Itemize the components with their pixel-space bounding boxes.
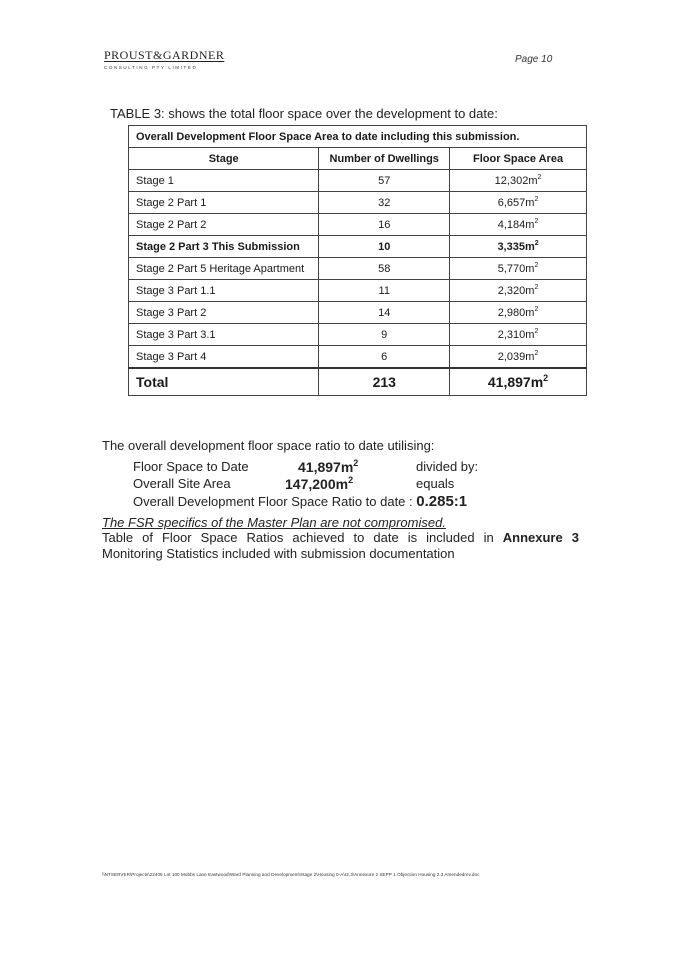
cell-area: $3,335m^2$ <box>450 236 587 258</box>
total-label: Total <box>129 368 319 396</box>
floor-space-table <box>128 125 587 396</box>
table-caption-text: shows the total floor space over the development to date: <box>164 106 498 121</box>
table-row <box>129 258 587 280</box>
cell-dwellings: 32 <box>319 192 450 214</box>
cell-area: $2,320m^2$ <box>450 280 587 302</box>
cell-area: $5,770m^2$ <box>450 258 587 280</box>
ratio-result-value: 0.285:1 <box>416 493 468 510</box>
floor-space-label: Floor Space to Date <box>133 459 249 474</box>
cell-dwellings: 58 <box>319 258 450 280</box>
page-number: Page 10 <box>515 54 553 65</box>
table-total-row <box>129 368 587 396</box>
cell-dwellings: 10 <box>319 236 450 258</box>
col-header-dwellings: Number of Dwellings <box>319 148 450 170</box>
table-row <box>129 346 587 369</box>
cell-dwellings: 6 <box>319 346 450 369</box>
table-row <box>129 236 587 258</box>
cell-area: $4,184m^2$ <box>450 214 587 236</box>
total-area: $41,897m^2$ <box>450 368 587 396</box>
ratio-result-label: Overall Development Floor Space Ratio to date : <box>133 494 417 509</box>
cell-dwellings: 11 <box>319 280 450 302</box>
company-logo <box>104 48 224 70</box>
cell-area: $6,657m^2$ <box>450 192 587 214</box>
cell-stage: Stage 2 Part 1 <box>129 192 319 214</box>
cell-stage: Stage 3 Part 2 <box>129 302 319 324</box>
table-caption-label: TABLE 3: <box>110 106 165 121</box>
cell-stage: Stage 2 Part 3 This Submission <box>129 236 319 258</box>
cell-dwellings: 57 <box>319 170 450 192</box>
floor-space-value: $41,897m^2$ <box>298 458 359 475</box>
table-row <box>129 302 587 324</box>
site-area-value: $147,200m^2$ <box>285 475 354 492</box>
col-header-area: Floor Space Area <box>450 148 587 170</box>
table-row <box>129 214 587 236</box>
table-row <box>129 280 587 302</box>
cell-stage: Stage 3 Part 4 <box>129 346 319 369</box>
annexure-paragraph: Table of Floor Space Ratios achieved to date is included in Annexure 3 Monitoring Statistics included with submission documentation <box>102 530 579 561</box>
site-area-label: Overall Site Area <box>133 476 231 491</box>
fsr-note: The FSR specifics of the Master Plan are not compromised. <box>102 515 446 530</box>
cell-stage: Stage 1 <box>129 170 319 192</box>
table-title-row <box>129 126 587 148</box>
ratio-result-line <box>133 493 467 510</box>
table-row <box>129 192 587 214</box>
cell-dwellings: 14 <box>319 302 450 324</box>
cell-stage: Stage 3 Part 1.1 <box>129 280 319 302</box>
site-area-line <box>133 476 467 493</box>
footer-file-path: \\NTSERVER\Projects\22405 Lot 100 Mobbs Lane Eastwood\Ward Planning and Development\Stage 2\Housing 0-A\r2.3\Annexure 2 SEPP 1 Objection Housing 2.3 Amendedrev.doc <box>102 872 480 877</box>
logo-main-text: PROUST&GARDNER <box>104 48 225 62</box>
cell-area: $2,980m^2$ <box>450 302 587 324</box>
table-row <box>129 324 587 346</box>
table-header-row <box>129 148 587 170</box>
table-title: Overall Development Floor Space Area to date including this submission. <box>129 126 587 148</box>
divided-by: divided by: <box>416 459 479 474</box>
floor-space-line <box>133 458 479 476</box>
cell-stage: Stage 3 Part 3.1 <box>129 324 319 346</box>
cell-area: $12,302m^2$ <box>450 170 587 192</box>
cell-area: $2,310m^2$ <box>450 324 587 346</box>
total-dwellings: 213 <box>319 368 450 396</box>
cell-dwellings: 9 <box>319 324 450 346</box>
cell-stage: Stage 2 Part 2 <box>129 214 319 236</box>
logo-sub-text: CONSULTING PTY LIMITED <box>104 65 198 70</box>
equals: equals <box>416 476 455 491</box>
annexure-ref: Annexure 3 <box>502 530 579 545</box>
table-caption <box>110 106 498 121</box>
cell-area: $2,039m^2$ <box>450 346 587 369</box>
table-row <box>129 170 587 192</box>
col-header-stage: Stage <box>129 148 319 170</box>
ratio-calculation <box>133 458 479 510</box>
ratio-intro: The overall development floor space ratio to date utilising: <box>102 438 435 453</box>
cell-dwellings: 16 <box>319 214 450 236</box>
cell-stage: Stage 2 Part 5 Heritage Apartment <box>129 258 319 280</box>
